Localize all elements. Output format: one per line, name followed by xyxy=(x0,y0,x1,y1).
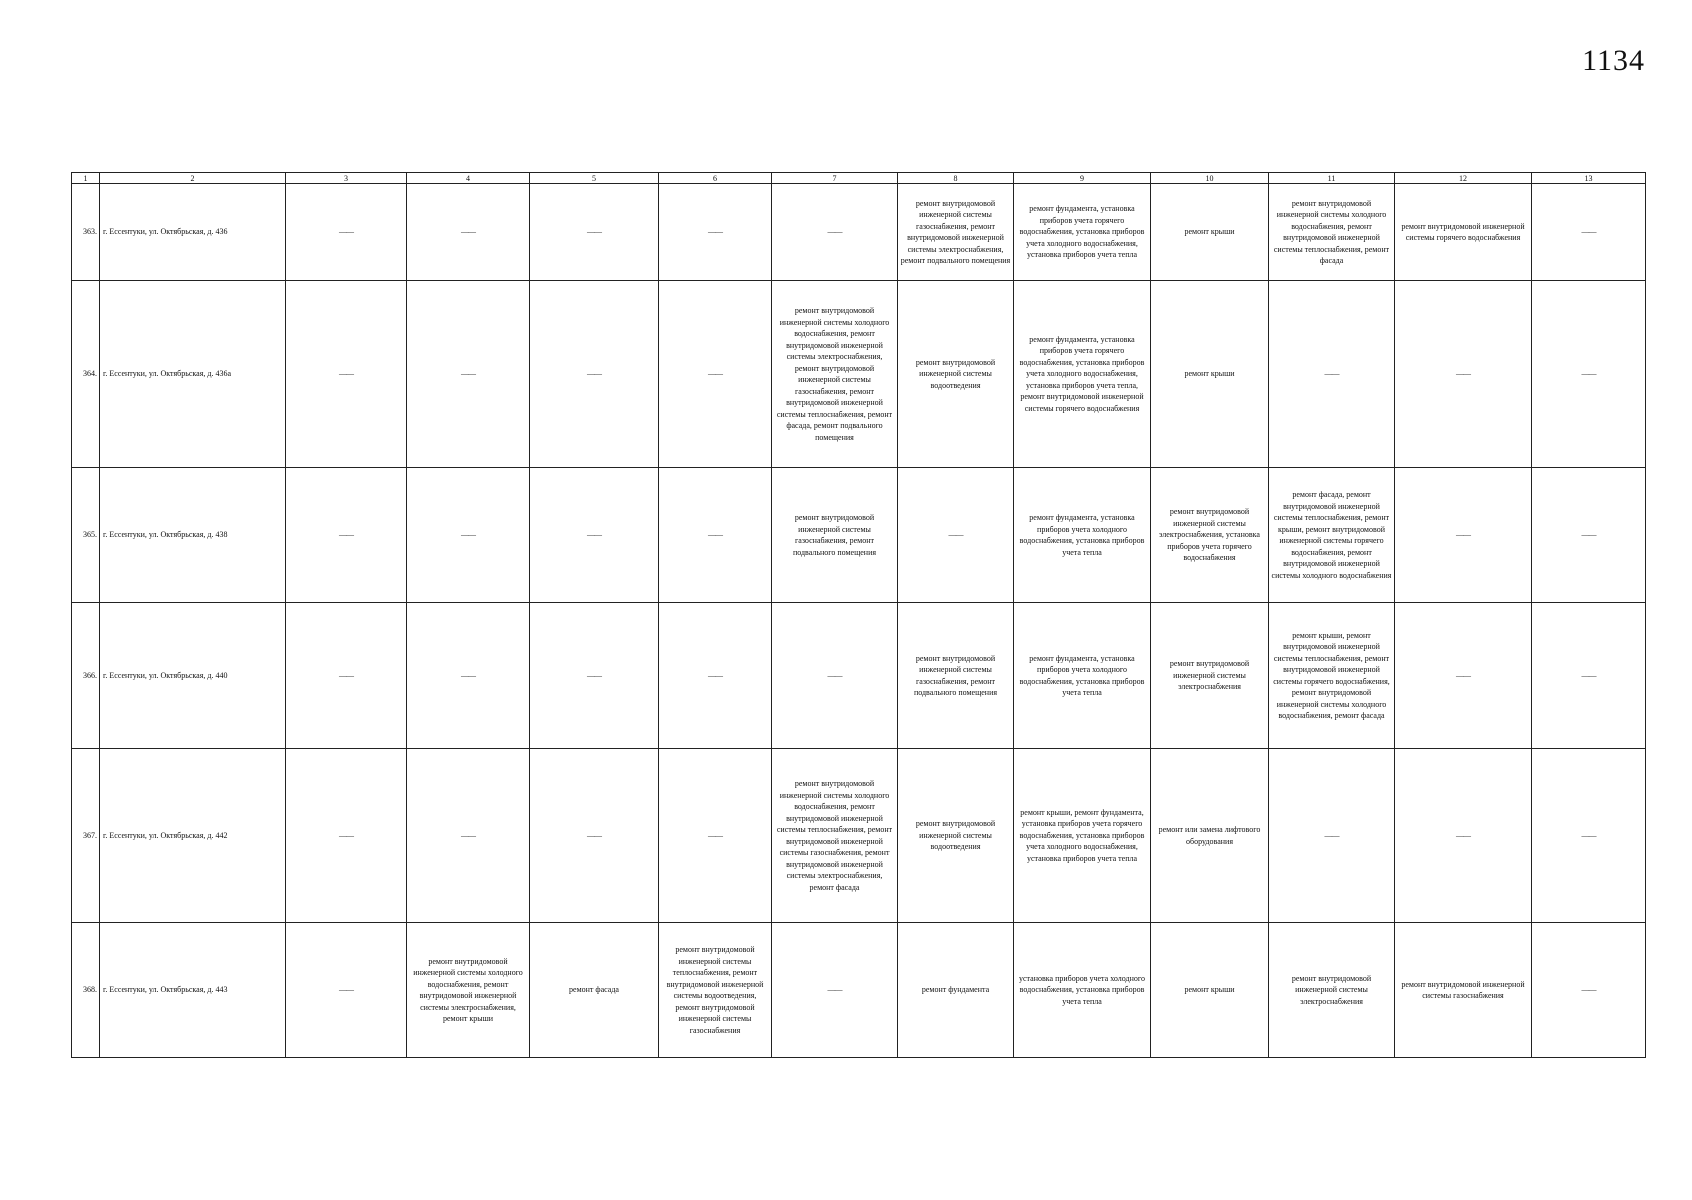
table-cell: ремонт крыши xyxy=(1151,281,1269,468)
table-cell: ремонт внутридомовой инженерной системы водоотведения xyxy=(898,749,1014,923)
table-cell: —— xyxy=(1532,923,1646,1058)
table-cell: ремонт фундамента xyxy=(898,923,1014,1058)
table-cell: —— xyxy=(659,468,772,603)
table-cell: ремонт фундамента, установка приборов учета горячего водоснабжения, установка приборов учета холодного водоснабжения, установка приборов учета тепла, ремонт внутридомовой инженерной системы горячего водоснабжения xyxy=(1014,281,1151,468)
table-cell: —— xyxy=(659,184,772,281)
address-cell: г. Ессентуки, ул. Октябрьская, д. 436а xyxy=(100,281,286,468)
column-header: 7 xyxy=(772,173,898,184)
table-row xyxy=(72,603,1646,749)
column-header: 10 xyxy=(1151,173,1269,184)
table-cell: —— xyxy=(1269,281,1395,468)
table-cell: ремонт крыши xyxy=(1151,184,1269,281)
row-number: 363. xyxy=(72,184,100,281)
row-number: 365. xyxy=(72,468,100,603)
table-cell: ремонт внутридомовой инженерной системы холодного водоснабжения, ремонт внутридомовой инженерной системы теплоснабжения, ремонт фасада xyxy=(1269,184,1395,281)
column-header: 6 xyxy=(659,173,772,184)
table-cell: —— xyxy=(1532,184,1646,281)
table-cell: —— xyxy=(1532,749,1646,923)
table-row xyxy=(72,749,1646,923)
table-cell: ремонт внутридомовой инженерной системы холодного водоснабжения, ремонт внутридомовой инженерной системы теплоснабжения, ремонт внутридомовой инженерной системы газоснабжения, ремонт внутридомовой инженерной системы электроснабжения, ремонт фасада xyxy=(772,749,898,923)
column-header: 2 xyxy=(100,173,286,184)
row-number: 364. xyxy=(72,281,100,468)
table-cell: —— xyxy=(530,603,659,749)
table-cell: —— xyxy=(1395,749,1532,923)
table-cell: ремонт внутридомовой инженерной системы теплоснабжения, ремонт внутридомовой инженерной системы водоотведения, ремонт внутридомовой инженерной системы газоснабжения xyxy=(659,923,772,1058)
column-header: 8 xyxy=(898,173,1014,184)
table-cell: —— xyxy=(530,749,659,923)
table-cell: —— xyxy=(530,184,659,281)
table-cell: ремонт крыши, ремонт фундамента, установка приборов учета горячего водоснабжения, установка приборов учета холодного водоснабжения, установка приборов учета тепла xyxy=(1014,749,1151,923)
table-cell: —— xyxy=(407,281,530,468)
address-cell: г. Ессентуки, ул. Октябрьская, д. 442 xyxy=(100,749,286,923)
address-cell: г. Ессентуки, ул. Октябрьская, д. 443 xyxy=(100,923,286,1058)
table-cell: —— xyxy=(286,603,407,749)
column-header: 1 xyxy=(72,173,100,184)
table-cell: —— xyxy=(286,468,407,603)
table-row xyxy=(72,281,1646,468)
column-header: 13 xyxy=(1532,173,1646,184)
table-cell: —— xyxy=(1532,603,1646,749)
column-header: 5 xyxy=(530,173,659,184)
table-cell: —— xyxy=(772,923,898,1058)
row-number: 366. xyxy=(72,603,100,749)
table-cell: ремонт внутридомовой инженерной системы газоснабжения, ремонт подвального помещения xyxy=(898,603,1014,749)
table-cell: —— xyxy=(407,184,530,281)
table-cell: —— xyxy=(898,468,1014,603)
table-cell: установка приборов учета холодного водоснабжения, установка приборов учета тепла xyxy=(1014,923,1151,1058)
table-cell: ремонт фундамента, установка приборов учета холодного водоснабжения, установка приборов учета тепла xyxy=(1014,603,1151,749)
table-cell: —— xyxy=(772,184,898,281)
table-cell: —— xyxy=(1395,281,1532,468)
table-cell: —— xyxy=(1269,749,1395,923)
table-cell: —— xyxy=(659,603,772,749)
table-cell: —— xyxy=(530,281,659,468)
row-number: 367. xyxy=(72,749,100,923)
table-cell: —— xyxy=(530,468,659,603)
table-cell: —— xyxy=(286,749,407,923)
table-cell: —— xyxy=(286,184,407,281)
table-cell: ремонт фундамента, установка приборов учета горячего водоснабжения, установка приборов учета холодного водоснабжения, установка приборов учета тепла xyxy=(1014,184,1151,281)
table-cell: —— xyxy=(407,603,530,749)
table-cell: ремонт фундамента, установка приборов учета холодного водоснабжения, установка приборов учета тепла xyxy=(1014,468,1151,603)
table-cell: —— xyxy=(772,603,898,749)
table-cell: ремонт внутридомовой инженерной системы электроснабжения xyxy=(1269,923,1395,1058)
table-cell: —— xyxy=(1532,281,1646,468)
table-cell: ремонт внутридомовой инженерной системы электроснабжения xyxy=(1151,603,1269,749)
table-row xyxy=(72,468,1646,603)
table-cell: —— xyxy=(407,468,530,603)
address-cell: г. Ессентуки, ул. Октябрьская, д. 440 xyxy=(100,603,286,749)
table-cell: ремонт внутридомовой инженерной системы электроснабжения, установка приборов учета горячего водоснабжения xyxy=(1151,468,1269,603)
table-cell: ремонт крыши, ремонт внутридомовой инженерной системы теплоснабжения, ремонт внутридомовой инженерной системы горячего водоснабжения, ремонт внутридомовой инженерной системы холодного водоснабжения, ремонт фасада xyxy=(1269,603,1395,749)
column-header: 3 xyxy=(286,173,407,184)
table-cell: ремонт внутридомовой инженерной системы холодного водоснабжения, ремонт внутридомовой инженерной системы электроснабжения, ремонт внутридомовой инженерной системы газоснабжения, ремонт внутридомовой инженерной системы теплоснабжения, ремонт фасада, ремонт подвального помещения xyxy=(772,281,898,468)
table-cell: ремонт внутридомовой инженерной системы газоснабжения, ремонт подвального помещения xyxy=(772,468,898,603)
table-cell: —— xyxy=(1532,468,1646,603)
address-cell: г. Ессентуки, ул. Октябрьская, д. 438 xyxy=(100,468,286,603)
column-header: 9 xyxy=(1014,173,1151,184)
table-row xyxy=(72,184,1646,281)
page-number: 1134 xyxy=(1582,44,1645,77)
repair-registry-table xyxy=(71,172,1646,1058)
table-cell: ремонт внутридомовой инженерной системы газоснабжения xyxy=(1395,923,1532,1058)
table-cell: ремонт фасада xyxy=(530,923,659,1058)
column-header: 11 xyxy=(1269,173,1395,184)
table-cell: ремонт внутридомовой инженерной системы горячего водоснабжения xyxy=(1395,184,1532,281)
table-cell: —— xyxy=(659,281,772,468)
column-header: 12 xyxy=(1395,173,1532,184)
column-header: 4 xyxy=(407,173,530,184)
table-cell: —— xyxy=(286,923,407,1058)
table-cell: ремонт внутридомовой инженерной системы холодного водоснабжения, ремонт внутридомовой инженерной системы электроснабжения, ремонт крыши xyxy=(407,923,530,1058)
column-number-row xyxy=(72,173,1646,184)
table-cell: ремонт фасада, ремонт внутридомовой инженерной системы теплоснабжения, ремонт крыши, ремонт внутридомовой инженерной системы горячего водоснабжения, ремонт внутридомовой инженерной системы холодного водоснабжения xyxy=(1269,468,1395,603)
table-row xyxy=(72,923,1646,1058)
table-cell: —— xyxy=(286,281,407,468)
table-cell: —— xyxy=(1395,468,1532,603)
address-cell: г. Ессентуки, ул. Октябрьская, д. 436 xyxy=(100,184,286,281)
table-cell: —— xyxy=(1395,603,1532,749)
table-cell: ремонт внутридомовой инженерной системы водоотведения xyxy=(898,281,1014,468)
table-cell: —— xyxy=(659,749,772,923)
table-cell: —— xyxy=(407,749,530,923)
table-cell: ремонт внутридомовой инженерной системы газоснабжения, ремонт внутридомовой инженерной системы электроснабжения, ремонт подвального помещения xyxy=(898,184,1014,281)
table-cell: ремонт крыши xyxy=(1151,923,1269,1058)
table-cell: ремонт или замена лифтового оборудования xyxy=(1151,749,1269,923)
row-number: 368. xyxy=(72,923,100,1058)
